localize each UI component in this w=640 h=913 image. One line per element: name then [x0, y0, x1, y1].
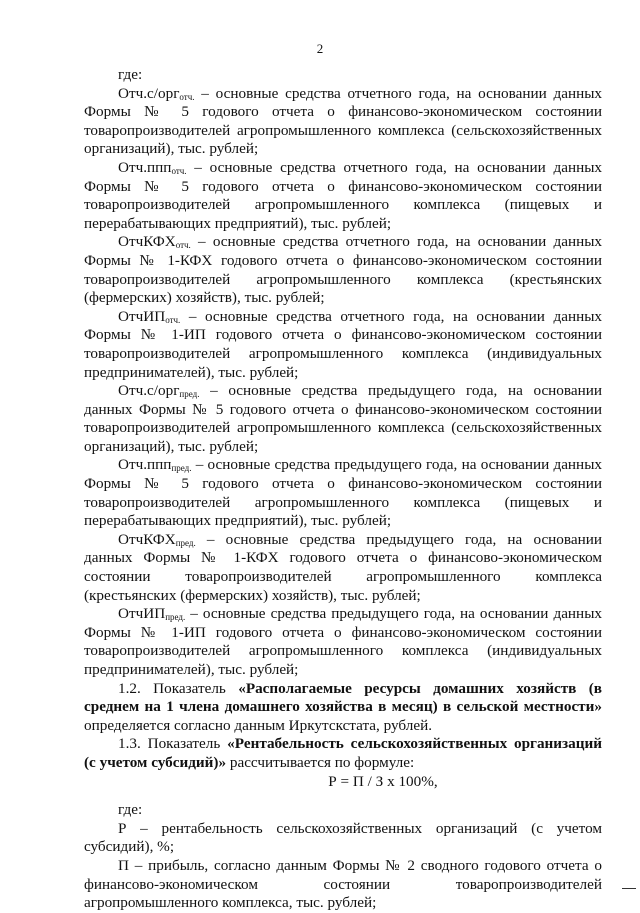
- subscript: отч.: [179, 91, 195, 102]
- definition-text: – основные средства отчетного года, на основании данных Формы № 5 годового отчета о финансово-экономическом состоянии товаропроизводителей агропромышленного комплекса (пищевых и перерабатывающих предприятий), тыс. рублей;: [84, 158, 602, 232]
- symbol: Отч.с/орг: [118, 84, 180, 102]
- symbol: Отч.ппп: [118, 158, 172, 176]
- definition-paragraph: [84, 233, 602, 307]
- formula: Р = П / З х 100%,: [328, 772, 438, 790]
- definition-text: – основные средства отчетного года, на основании данных Формы № 5 годового отчета о финансово-экономическом состоянии товаропроизводителей агропромышленного комплекса (сельскохозяйственных организаций), тыс. рублей;: [84, 84, 602, 158]
- symbol: Отч.ппп: [118, 456, 172, 474]
- symbol: ОтчКФХ: [118, 530, 176, 548]
- subscript: пред.: [175, 537, 196, 548]
- definition-text: – основные средства предыдущего года, на основании данных Формы № 1-ИП годового отчета о финансово-экономическом состоянии товаропроизводителей агропромышленного комплекса (индивидуальных предпринимателей), тыс. рублей;: [84, 605, 602, 678]
- definition-paragraph: [84, 308, 602, 382]
- definition-text: – основные средства предыдущего года, на основании данных Формы № 5 годового отчета о финансово-экономическом состоянии товаропроизводителей агропромышленного комплекса (сельскохозяйственных организаций), тыс. рублей;: [84, 382, 602, 455]
- subscript: отч.: [175, 240, 191, 251]
- where-label: где:: [118, 66, 143, 83]
- symbol: ОтчИП: [118, 307, 166, 325]
- indicator-suffix: определяется согласно данным Иркутскстата, рублей.: [84, 716, 433, 734]
- indicator-suffix: рассчитывается по формуле:: [226, 753, 415, 771]
- indicator-1-2-paragraph: [84, 680, 602, 736]
- definition-paragraph: [84, 531, 602, 605]
- definition-paragraph: Р – рентабельность сельскохозяйственных организаций (с учетом субсидий), %;: [84, 819, 602, 856]
- edge-mark: [622, 888, 636, 889]
- symbol: ОтчИП: [118, 605, 166, 623]
- where-label: где:: [118, 801, 143, 819]
- symbol: Отч.с/орг: [118, 382, 180, 400]
- document-body: [84, 66, 602, 913]
- definition-paragraph: [84, 605, 602, 679]
- definition-text: – основные средства предыдущего года, на основании данных Формы № 5 годового отчета о финансово-экономическом состоянии товаропроизводителей агропромышленного комплекса (пищевых и перерабатывающих предприятий), тыс. рублей;: [84, 456, 602, 530]
- subscript: пред.: [165, 612, 186, 623]
- indicator-title: «Располагаемые ресурсы домашних хозяйств (в среднем на 1 члена домашнего хозяйства в месяц) в сельской местности»: [84, 679, 602, 716]
- subscript: пред.: [179, 389, 200, 400]
- definition-text: – основные средства отчетного года, на основании данных Формы № 1-КФХ годового отчета о финансово-экономическом состоянии товаропроизводителей агропромышленного комплекса (крестьянских (фермерских) хозяйств), тыс. рублей;: [84, 233, 602, 307]
- indicator-1-3-paragraph: [84, 735, 602, 772]
- indicator-title: «Рентабельность сельскохозяйственных организаций (с учетом субсидий)»: [84, 735, 602, 771]
- indicator-prefix: 1.3. Показатель: [118, 735, 228, 753]
- definition-paragraph: [84, 382, 602, 456]
- definition-text: – основные средства отчетного года, на основании данных Формы № 1-ИП годового отчета о финансово-экономическом состоянии товаропроизводителей агропромышленного комплекса (индивидуальных предпринимателей), тыс. рублей;: [84, 307, 602, 381]
- definition-paragraph: [84, 456, 602, 530]
- subscript: пред.: [171, 463, 192, 474]
- definition-paragraph: [84, 85, 602, 159]
- subscript: отч.: [165, 314, 181, 325]
- definition-paragraph: [84, 159, 602, 233]
- definition-text: – основные средства предыдущего года, на основании данных Формы № 1-КФХ годового отчета о финансово-экономическом состоянии товаропроизводителей агропромышленного комплекса (крестьянских (фермерских) хозяйств), тыс. рублей;: [84, 530, 602, 604]
- subscript: отч.: [171, 165, 187, 176]
- definition-paragraph: П – прибыль, согласно данным Формы № 2 сводного годового отчета о финансово-экономическом состоянии товаропроизводителей агропромышленного комплекса, тыс. рублей;: [84, 856, 602, 912]
- symbol: ОтчКФХ: [118, 233, 176, 251]
- indicator-prefix: 1.2. Показатель: [118, 679, 239, 697]
- page-number: 2: [316, 41, 324, 56]
